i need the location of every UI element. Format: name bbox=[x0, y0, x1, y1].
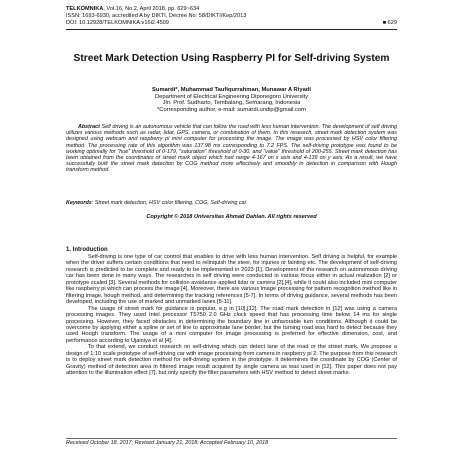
abstract-heading: Abstract bbox=[78, 124, 100, 130]
journal-volume-line bbox=[66, 6, 396, 13]
body-paragraph: To that extend, we conduct research on self-driving which can detect lane of the road or the street mark. We propose a design of 1:10 scale prototype of self-driving car with image processing from camera in raspberry pi 2. The purpose from this research is to deploy street mark detection method for self-driving system in the prototype. It determines the coordinate by COG (Center of Gravity) method of detection area in filtered image result acquired by single camera as was used in [12]. This paper does not pay attention to the illumination effect [7], but only specify the filter parameters with HSV method to detect street marks. bbox=[66, 344, 398, 377]
body-paragraph: The usage of street mark for guidance is popular, e.g in [10],[12]. The road mark detection in [12] was using a camera processing images. They used Intel processor T5750 2.0 GHz clock speed that has processing time below 14 ms for single processing. However, they faced obstacles in determining the boundary line in unfavorable turn conditions. Although it could be overcome by applying either a spline or set of line to approximate lane border, but the turning road was hard to detect because they used Hough transform. The usage of a mini computer for image processing is preferred for effective dimension, cost, and performance according to Ujainiya et al [4]. bbox=[66, 305, 397, 344]
header-divider bbox=[66, 29, 397, 30]
page-number-text: 629 bbox=[387, 20, 397, 26]
keywords-text: : Street mark detection, HSV color filtering, COG, Self-driving car. bbox=[91, 200, 248, 206]
page-number bbox=[383, 20, 397, 26]
corresponding-author: *Corresponding author, e-mail: sumardi.undip@gmail.com bbox=[157, 106, 306, 113]
author-affiliation: Department of Electrical Engineering Diponegoro University bbox=[154, 93, 309, 100]
doi-line: DOI: 10.12928/TELKOMNIKA.v16i2.4509 bbox=[66, 19, 169, 26]
keywords bbox=[66, 200, 397, 206]
abstract-text: Self driving is an autonomous vehicle that can follow the road with less human intervention. The development of self driving utilizes various methods such as radar, lidar, GPS, camera, or combination of them. In this research, street mark detection system was designed using webcam and raspberry pi mini computer for processing the image. The image was processed by HSV color filtering method. The processing rate of this algorithm was 137.98 ms corresponding to 7.2 FPS. The self-driving prototype was found to be working optimally for "hue" threshold of 0-179, "saturation" threshold of 0-30, and "value" threshold of 200-255. Street mark detection has been obtained from the coordinates of street mark object which had range 4-167 on x axis and 4-139 on y axis. As a result, we have successfully built the street mark detection by COG method more effectively and smoothly in detection in comparison with Hough transform method. bbox=[66, 124, 398, 174]
author-block bbox=[66, 87, 397, 113]
author-address: Jln. Prof. Sudharto, Tembalang, Semarang, Indonesia bbox=[162, 100, 301, 107]
footer-divider bbox=[66, 438, 397, 439]
received-dates: Received October 18, 2017; Revised January 21, 2018; Accepted February 10, 2018 bbox=[66, 440, 269, 446]
keywords-heading: Keywords bbox=[66, 200, 92, 206]
page-number-marker: ■ bbox=[382, 20, 387, 26]
journal-name: TELKOMNIKA bbox=[66, 6, 104, 12]
section-heading-introduction: 1. Introduction bbox=[66, 247, 108, 253]
journal-header bbox=[66, 6, 396, 26]
issn-line: ISSN: 1693-6930, accredited A by DIKTI, Decree No: 58/DIKTI/Kep/2013 bbox=[66, 12, 247, 19]
abstract bbox=[66, 124, 397, 174]
author-names: Sumardi*, Muhammad Taufiqurrahman, Munawar A Riyadi bbox=[152, 87, 311, 93]
introduction-body bbox=[66, 254, 397, 377]
paper-title: Street Mark Detection Using Raspberry PI for Self-driving System bbox=[73, 53, 390, 64]
body-paragraph: Self-driving is one type of car control that enables to drive with less human intervention. Self driving is helpful, for example when the driver suffers certain conditions that need to relinquish the steer, for injuries or fainting etc. The development of self-driving research is predicted to be complete and ready to be implemented in 2023 [1]. Development of the research on autonomous driving car has been done in many ways. The researches in self driving were conducted in various focus either in actual realization [2] or prototype scaled [3]. Several methods for collision avoidance applied lidar or camera [2],[4], while it could also included mini computer like raspberry pi which can process the image [4]. Moreover, there are various image processing for pattern recognition method like in filtering image, hough method, and determining the tracking references [5-7]. In terms of driving guidance, several methods has been developed, including the use of marked and unmarked lanes [8-11]. bbox=[66, 254, 397, 306]
volume-info: , Vol.16, No.2, April 2018, pp. 629~634 bbox=[103, 6, 200, 12]
copyright-notice: Copyright © 2018 Universitas Ahmad Dahlan. All rights reserved bbox=[146, 214, 317, 220]
